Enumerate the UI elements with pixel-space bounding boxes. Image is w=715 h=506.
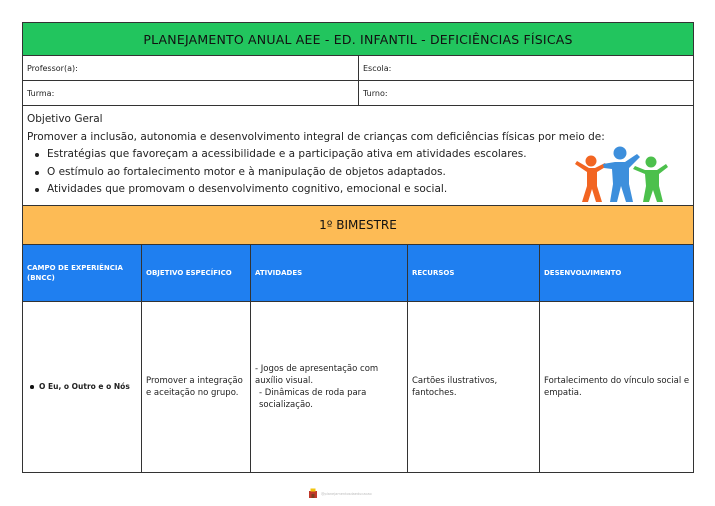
- table-header-row: [22, 245, 694, 302]
- turno-field[interactable]: Turno:: [359, 81, 694, 106]
- children-illustration-icon: [573, 146, 669, 204]
- desenvolvimento-value: Fortalecimento do vínculo social e empatia.: [544, 376, 690, 398]
- column-header-campo: CAMPO DE EXPERIÊNCIA (BNCC): [22, 245, 142, 302]
- table-row: [22, 302, 694, 473]
- professor-escola-row: [22, 56, 694, 81]
- column-header-desenvolvimento: DESENVOLVIMENTO: [540, 245, 694, 302]
- turma-field[interactable]: Turma:: [22, 81, 359, 106]
- page-title: PLANEJAMENTO ANUAL AEE - ED. INFANTIL - DEFICIÊNCIAS FÍSICAS: [22, 22, 694, 56]
- desenvolvimento-cell: [540, 302, 694, 473]
- objetivo-item: Atividades que promovam o desenvolvimento cognitivo, emocional e social.: [47, 181, 689, 199]
- objetivo-geral-section: [22, 106, 694, 206]
- objetivo-value: Promover a integração e aceitação no grupo.: [146, 376, 243, 398]
- footer-text: @planejamentosdaeducacao: [321, 491, 372, 496]
- recursos-cell: [408, 302, 540, 473]
- atividade-item: - Jogos de apresentação com auxílio visual.: [255, 364, 379, 386]
- escola-field[interactable]: Escola:: [359, 56, 694, 81]
- school-logo-icon: [308, 488, 318, 499]
- atividades-cell: [251, 302, 408, 473]
- recursos-value: Cartões ilustrativos, fantoches.: [412, 376, 498, 398]
- objetivo-item: O estímulo ao fortalecimento motor e à manipulação de objetos adaptados.: [47, 164, 689, 182]
- footer: [308, 488, 372, 499]
- professor-field[interactable]: Professor(a):: [22, 56, 359, 81]
- bimestre-banner: 1º BIMESTRE: [22, 206, 694, 245]
- column-header-atividades: ATIVIDADES: [251, 245, 408, 302]
- campo-cell: [22, 302, 142, 473]
- atividade-item: - Dinâmicas de roda para socialização.: [259, 388, 367, 410]
- campo-value: O Eu, o Outro e o Nós: [27, 381, 130, 393]
- turma-turno-row: [22, 81, 694, 106]
- objetivo-item: Estratégias que favoreçam a acessibilidade e a participação ativa em atividades escolares.: [47, 146, 689, 164]
- planning-document: [22, 22, 694, 473]
- objetivo-intro: Promover a inclusão, autonomia e desenvolvimento integral de crianças com deficiências físicas por meio de:: [27, 130, 605, 143]
- objetivo-heading: Objetivo Geral: [27, 113, 103, 125]
- column-header-recursos: RECURSOS: [408, 245, 540, 302]
- column-header-objetivo: OBJETIVO ESPECÍFICO: [142, 245, 251, 302]
- objetivo-cell: [142, 302, 251, 473]
